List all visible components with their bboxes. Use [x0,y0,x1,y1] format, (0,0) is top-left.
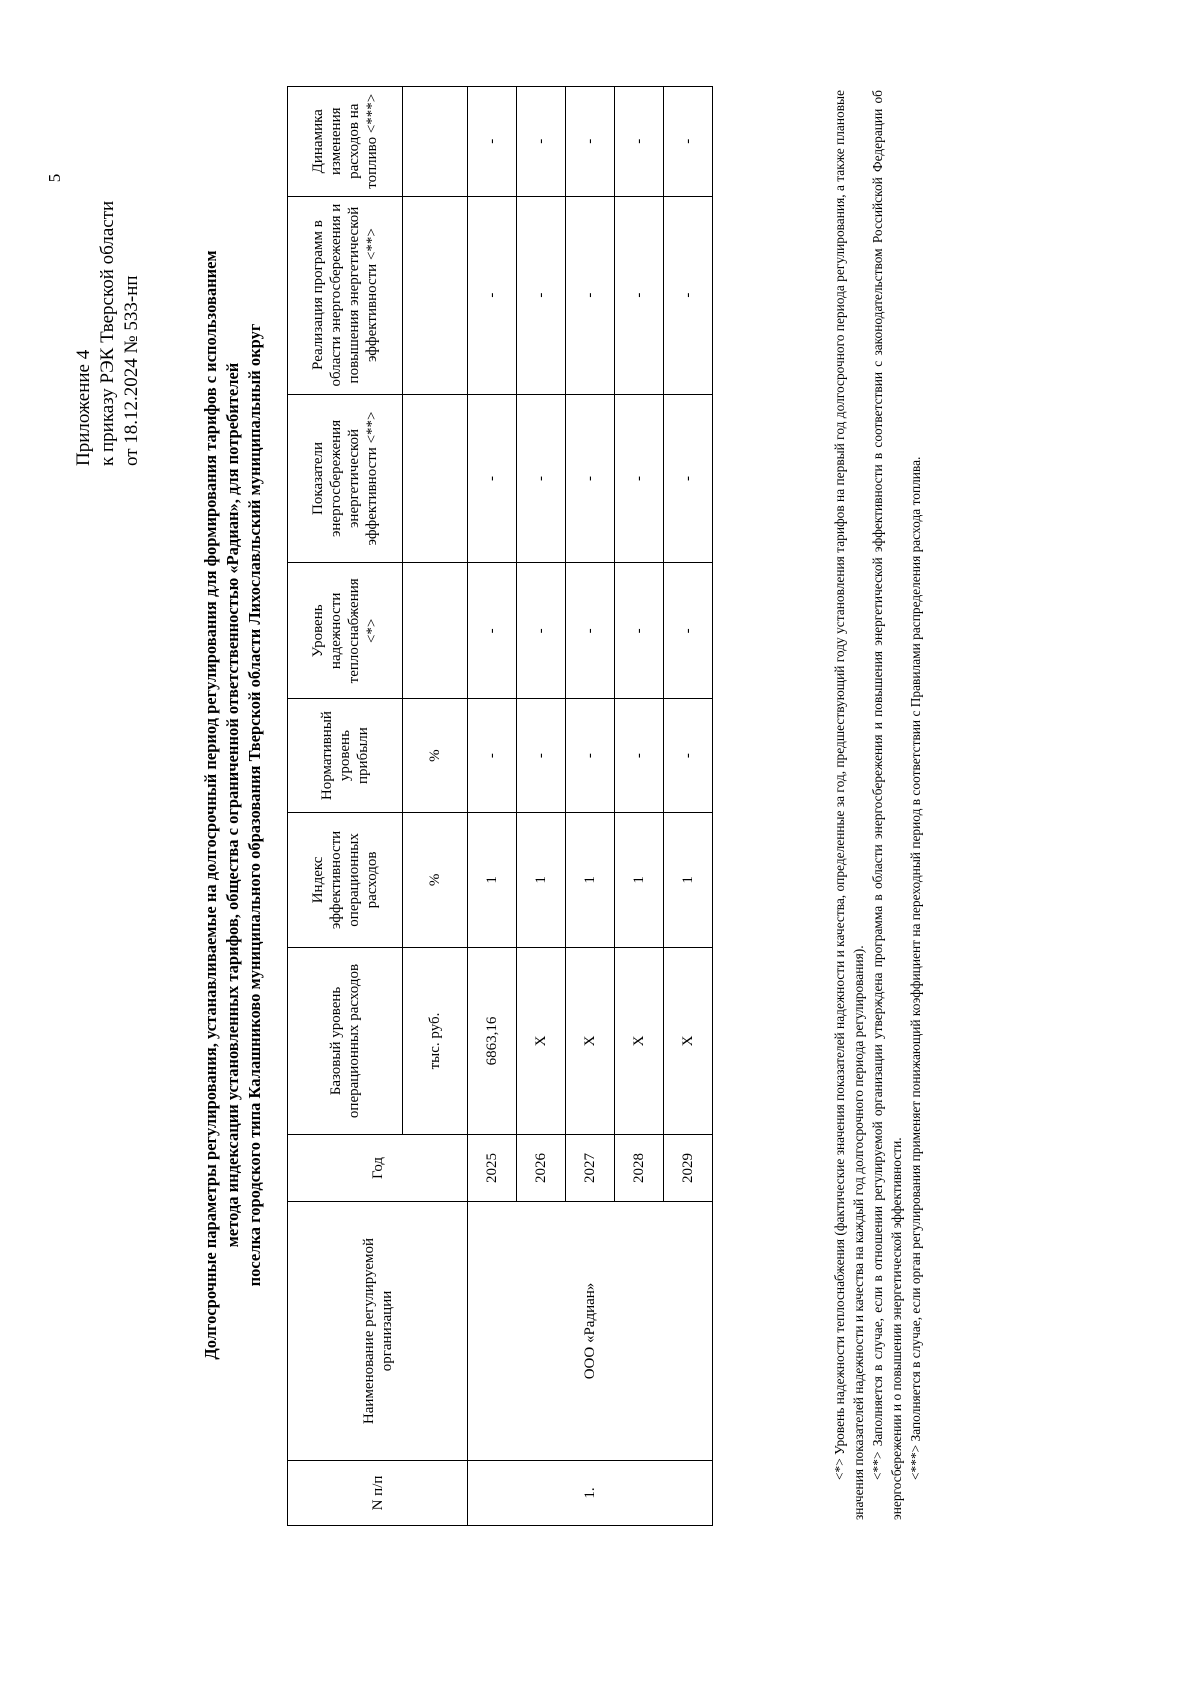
unit-indicators-empty [403,394,468,563]
header-profit: Нормативный уровень прибыли [288,699,403,813]
cell-base: 6863,16 [468,948,517,1135]
cell-base: Х [517,948,566,1135]
cell-index: 1 [664,812,713,947]
header-index: Индекс эффективности операционных расходов [288,812,403,947]
cell-profit: - [517,699,566,813]
cell-indicators: - [566,394,615,563]
cell-index: 1 [517,812,566,947]
page-number: 5 [45,173,64,183]
title-line-3: поселка городского типа Калашниково муниципального образования Тверской области Лихославльский муниципальный округ [245,323,264,1287]
cell-profit: - [664,699,713,813]
header-num: N п/п [288,1461,468,1526]
cell-index: 1 [566,812,615,947]
title-line-2: метода индексации установленных тарифов, общества с ограниченной ответственностью «Радиан», для потребителей [223,362,242,1248]
cell-indicators: - [468,394,517,563]
unit-index: % [403,812,468,947]
parameters-table [287,86,713,1526]
header-fuel: Динамика изменения расходов на топливо <***> [288,87,403,197]
cell-year: 2028 [615,1135,664,1202]
cell-programs: - [517,196,566,394]
cell-reliability: - [517,563,566,699]
appendix-line-2: к приказу РЭК Тверской области [97,200,118,466]
cell-year: 2029 [664,1135,713,1202]
cell-reliability: - [615,563,664,699]
cell-profit: - [468,699,517,813]
cell-programs: - [566,196,615,394]
org-number: 1. [468,1461,713,1526]
unit-reliability-empty [403,563,468,699]
unit-profit: % [403,699,468,813]
org-name: ООО «Радиан» [468,1202,713,1461]
cell-base: Х [615,948,664,1135]
header-indicators: Показатели энергосбережения энергетической эффективности <**> [288,394,403,563]
unit-fuel-empty [403,87,468,197]
footnotes [830,90,925,1520]
cell-year: 2025 [468,1135,517,1202]
cell-indicators: - [517,394,566,563]
unit-programs-empty [403,196,468,394]
cell-index: 1 [615,812,664,947]
title-line-1: Долгосрочные параметры регулирования, устанавливаемые на долгосрочный период регулирования для формирования тарифов с использованием [201,250,220,1360]
cell-reliability: - [566,563,615,699]
table-row [468,87,517,1526]
cell-base: Х [664,948,713,1135]
cell-year: 2027 [566,1135,615,1202]
footnote-2: <**> Заполняется в случае, если в отношении регулируемой организации утверждена программа в области энергосбережения и повышения энергетической эффективности в соответствии с законодательством Российской Федерации об энергосбережении и о повышении энергетической эффективности. [870,90,904,1520]
table-header-row [288,87,403,1526]
cell-profit: - [615,699,664,813]
header-name: Наименование регулируемой организации [288,1202,468,1461]
cell-fuel: - [566,87,615,197]
header-reliability: Уровень надежности теплоснабжения <*> [288,563,403,699]
header-base: Базовый уровень операционных расходов [288,948,403,1135]
cell-reliability: - [664,563,713,699]
cell-programs: - [615,196,664,394]
cell-fuel: - [468,87,517,197]
appendix-line-1: Приложение 4 [73,349,94,466]
appendix-line-3: от 18.12.2024 № 533-нп [121,275,142,466]
appendix-reference [72,46,144,466]
cell-year: 2026 [517,1135,566,1202]
document-title [200,90,266,1520]
unit-base: тыс. руб. [403,948,468,1135]
cell-programs: - [468,196,517,394]
header-programs: Реализация программ в области энергосбережения и повышения энергетической эффективности <**> [288,196,403,394]
cell-base: Х [566,948,615,1135]
header-year: Год [288,1135,468,1202]
cell-indicators: - [664,394,713,563]
cell-fuel: - [517,87,566,197]
cell-reliability: - [468,563,517,699]
cell-indicators: - [615,394,664,563]
cell-programs: - [664,196,713,394]
footnote-3: <***> Заполняется в случае, если орган регулирования применяет понижающий коэффициент на переходный период в соответствии с Правилами распределения расхода топлива. [908,456,923,1480]
footnote-1: <*> Уровень надежности теплоснабжения (фактические значения показателей надежности и качества, определенные за год, предшествующий году установления тарифов на первый год долгосрочного периода регулирования, а также плановые значения показателей надежности и качества на каждый год долгосрочного периода регулирования). [832,90,866,1520]
cell-profit: - [566,699,615,813]
cell-index: 1 [468,812,517,947]
cell-fuel: - [664,87,713,197]
cell-fuel: - [615,87,664,197]
